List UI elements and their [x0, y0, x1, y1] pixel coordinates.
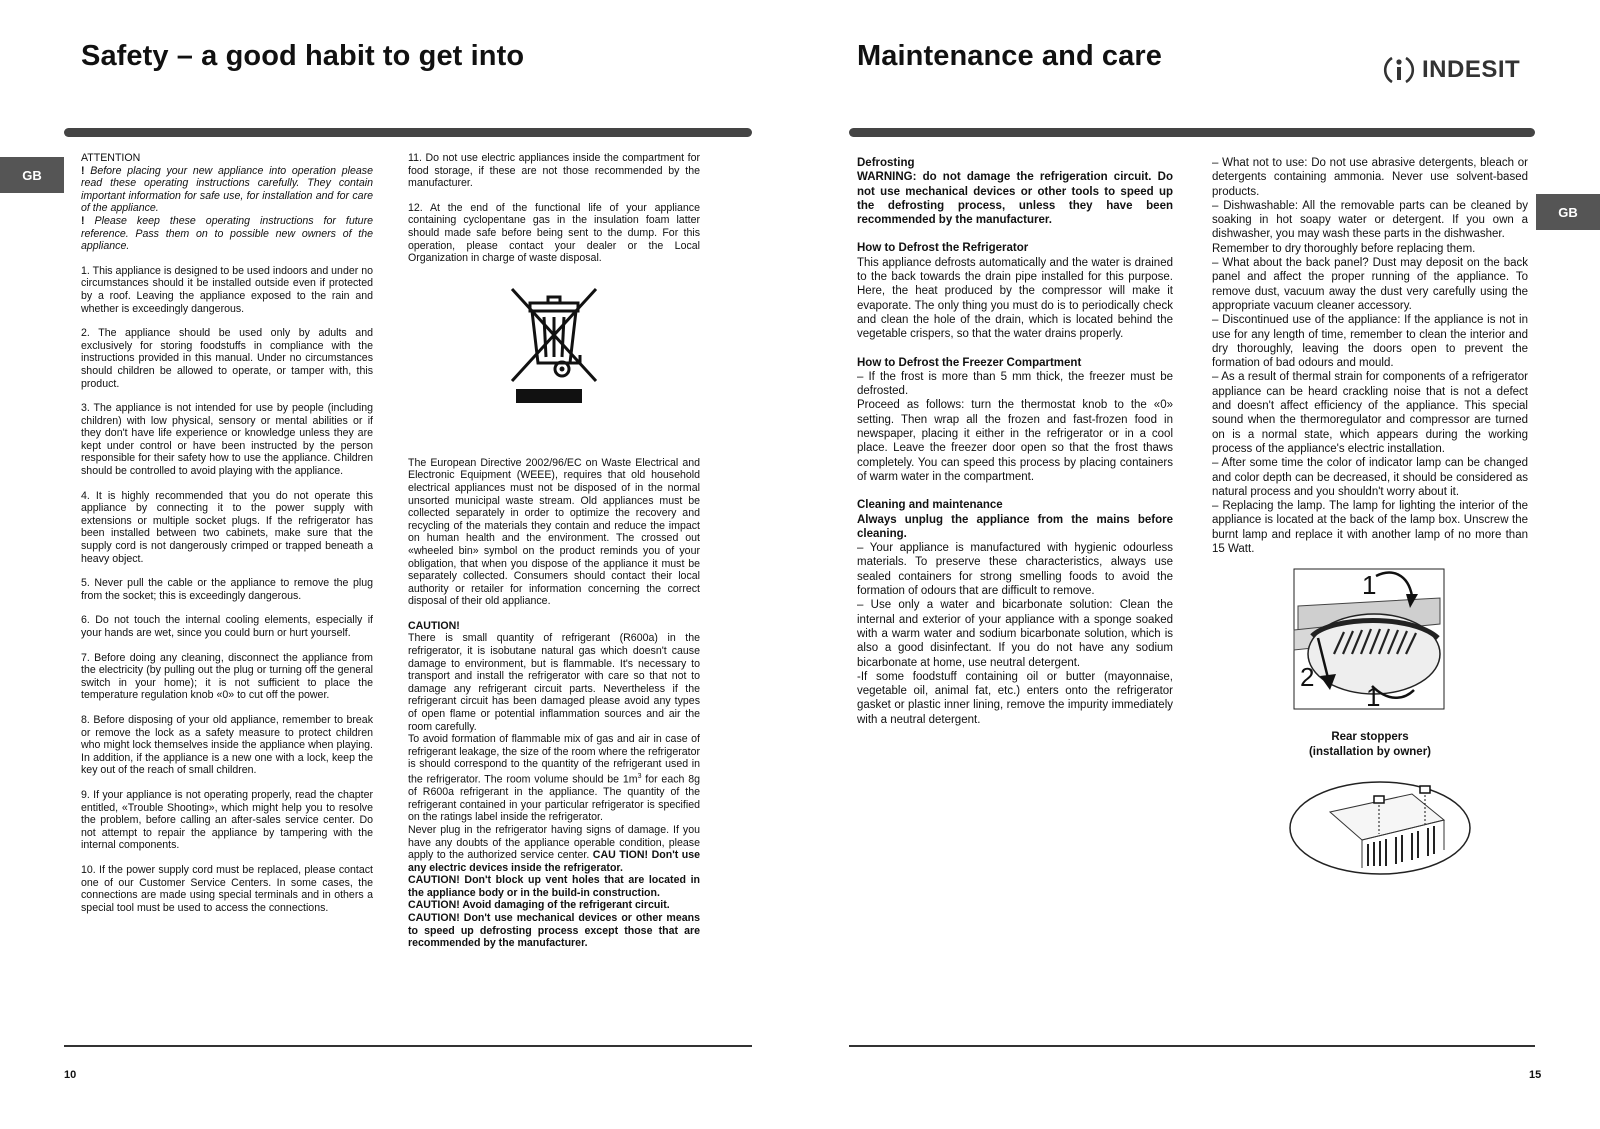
lamp-replacement-diagram	[1212, 566, 1528, 716]
cleaning-text-2: – Use only a water and bicarbonate solution: Clean the internal and exterior of your appliance with a sponge soaked with a warm water and sodium bicarbonate solution, which is also a good disinfectant. If you do not have any sodium bicarbonate at home, use neutral detergent.	[857, 599, 1173, 669]
maintenance-para-8: – Replacing the lamp. The lamp for lighting the interior of the appliance is located at the back of the lamp box. Unscrew the burnt lamp and replace it with another lamp of no more than 15 Watt.	[1212, 500, 1528, 556]
safety-item-10: 10. If the power supply cord must be replaced, please contact one of our Customer Service Centers. In some cases, the connections are made using special terminals and in others a special tool must be used to access the connections.	[81, 863, 373, 914]
caution-refrigerant-circuit: CAUTION! Avoid damaging of the refrigerant circuit.	[408, 899, 670, 912]
safety-item-9: 9. If your appliance is not operating properly, read the chapter entitled, «Trouble Shooting», which might help you to resolve the problem, before calling an after-sales service center. Do not attempt to repair the appliance by tampering with the internal components.	[81, 788, 373, 852]
lamp-step-label: 2	[1300, 662, 1315, 693]
cleaning-heading: Cleaning and maintenance	[857, 499, 1003, 512]
caution-paragraph-1: There is small quantity of refrigerant (R600a) in the refrigerator, it is isobutane natural gas which doesn't cause damage to environment, but is flammable. It's necessary to transport and install the refrigerator with care so that not to damage any refrigerant circuit parts. Nevertheless if the refrigerant circuit has been damaged please avoid any types of open flame or potential inflammation sources and air the room carefully.	[408, 632, 700, 733]
safety-item-1: 1. This appliance is designed to be used indoors and under no circumstances should it be installed outside even if protected by a roof. Leaving the appliance exposed to the rain and whether is exceedingly dangerous.	[81, 264, 373, 315]
defrost-freezer-heading: How to Defrost the Freezer Compartment	[857, 356, 1082, 369]
lamp-step-label: 1	[1362, 570, 1377, 601]
defrost-refrigerator-heading: How to Defrost the Refrigerator	[857, 242, 1029, 255]
right-column-1	[857, 156, 1173, 727]
defrost-refrigerator-text: This appliance defrosts automatically and the water is drained to the back towards the drain pipe installed for this purpose. Here, the heat produced by the compressor will make it evaporate. The only thing you must do is to periodically check and clean the hole of the drain, which is located behind the vegetable crispers, so that the water drains properly.	[857, 256, 1173, 341]
caution-vent-holes: CAUTION! Don't block up vent holes that are located in the appliance body or in the build-in construction.	[408, 874, 700, 899]
caution-heading: CAUTION!	[408, 619, 460, 632]
defrost-freezer-text-1: – If the frost is more than 5 mm thick, the freezer must be defrosted.	[857, 370, 1173, 398]
safety-item-5: 5. Never pull the cable or the appliance to remove the plug from the socket; this is exceedingly dangerous.	[81, 577, 373, 602]
maintenance-para-5: – Discontinued use of the appliance: If the appliance is not in use for any length of time, remember to clean the interior and dry thoroughly, leaving the doors open to prevent the formation of bad odours and mould.	[1212, 314, 1528, 370]
safety-item-2: 2. The appliance should be used only by adults and exclusively for storing foodstuffs in compliance with the instructions provided in this manual. Under no circumstances should children be allowed to operate, or tamper with, this product.	[81, 327, 373, 390]
maintenance-para-7: – After some time the color of indicator lamp can be changed and color depth can be decreased, it should be considered as natural process and you shouldn't worry about it.	[1212, 457, 1528, 498]
attention-note-1: ! Before placing your new appliance into operation please read these operating instructions carefully. They contain important information for safe use, for installation and for care of the appliance.	[81, 164, 373, 215]
safety-item-7: 7. Before doing any cleaning, disconnect the appliance from the electricity (by pulling out the plug or turning off the general switch in your home); it is not sufficient to place the temperature regulation knob «0» to cut off the power.	[81, 651, 373, 702]
left-footer-rule	[64, 1045, 752, 1047]
right-page-title: Maintenance and care	[857, 40, 1162, 72]
cleaning-text-1: – Your appliance is manufactured with hygienic odourless materials. To preserve these characteristics, always use sealed containers for strong smelling foods to avoid the formation of odours that are difficult to remove.	[857, 542, 1173, 598]
defrosting-warning: WARNING: do not damage the refrigeration circuit. Do not use mechanical devices or other tools to speed up the defrosting process, unless they have been recommended by the manufacturer.	[857, 171, 1173, 227]
left-column-2	[408, 152, 700, 950]
right-page-number: 15	[1529, 1069, 1542, 1081]
attention-note-2: ! Please keep these operating instructions for future reference. Pass them on to possible new owners of the appliance.	[81, 214, 373, 253]
safety-item-3: 3. The appliance is not intended for use by people (including children) with low physical, sensory or mental abilities or if they don't have life experience or knowledge unless they are kept under control or have been instructed by the person responsible for their safety how to use the appliance. Children should be controlled to avoid playing with the appliance.	[81, 402, 373, 478]
lamp-step-label: 1	[1366, 682, 1381, 713]
brand-name: INDESIT	[1422, 56, 1521, 83]
weee-bin-icon	[408, 277, 700, 427]
right-footer-rule	[849, 1045, 1535, 1047]
caution-paragraph-3: Never plug in the refrigerator having signs of damage. If you have any doubts of the appliance operable condition, please apply to the authorized service center. CAU TION! Don't use any electric devices inside the refrigerator.	[408, 823, 701, 874]
maintenance-para-1: – What not to use: Do not use abrasive detergents, bleach or detergents containing ammonia. Never use solvent-based products.	[1212, 157, 1528, 198]
rear-stoppers-caption-line-2: (installation by owner)	[1308, 746, 1432, 759]
right-header-rule	[849, 128, 1535, 137]
rear-stoppers-caption	[1212, 730, 1528, 760]
safety-item-11: 11. Do not use electric appliances inside the compartment for food storage, if these are not those recommended by the manufacturer.	[408, 152, 700, 190]
right-column-2	[1212, 156, 1528, 876]
cleaning-text-3: -If some foodstuff containing oil or butter (mayonnaise, vegetable oil, animal fat, etc.) enters onto the refrigerator gasket or plastic inner lining, remove the impurity immediately with a neutral detergent.	[857, 670, 1173, 726]
safety-item-6: 6. Do not touch the internal cooling elements, especially if your hands are wet, since you could burn or hurt yourself.	[81, 614, 373, 639]
left-column-1	[81, 152, 373, 926]
maintenance-para-6: – As a result of thermal strain for components of a refrigerator appliance can be heard crackling noise that is not a defect and doesn't affect efficiency of the appliance. This special sound when the thermoregulator and compressor are turned on is a normal state, which appears during the working process of the appliance's electric installation.	[1212, 371, 1528, 455]
left-page-number: 10	[64, 1069, 77, 1081]
left-header-rule	[64, 128, 752, 137]
caution-paragraph-2: To avoid formation of flammable mix of gas and air in case of refrigerant leakage, the size of the room where the refrigerator is should correspond to the quantity of the refrigerant used in the refrigerator. The room volume should be $1m^3$ for each 8g of R600a refrigerant in the appliance. The quantity of the refrigerant contained in your particular refrigerator is specified on the ratings label inside the refrigerator.	[408, 733, 700, 824]
indesit-logo	[1382, 50, 1522, 90]
left-page-title: Safety – a good habit to get into	[81, 40, 525, 72]
maintenance-para-2: – Dishwashable: All the removable parts can be cleaned by soaking in hot soapy water or detergent. If you own a dishwasher, you may wash these parts in the dishwasher.	[1212, 199, 1528, 241]
safety-item-4: 4. It is highly recommended that you do not operate this appliance by connecting it to the power supply with extensions or multiple socket plugs. If the refrigerator has been installed between two cabinets, make sure that the supply cord is not dangerously crimped or trapped beneath a heavy object.	[81, 489, 373, 565]
attention-label: ATTENTION	[81, 152, 141, 164]
rear-stoppers-diagram	[1212, 772, 1528, 876]
left-gb-tab: GB	[0, 157, 64, 193]
safety-item-12: 12. At the end of the functional life of your appliance containing cyclopentane gas in the insulation foam latter should made safe before being sent to the dump. For this operation, please contact your dealer or the Local Organization in charge of waste disposal.	[408, 201, 700, 265]
safety-item-8: 8. Before disposing of your old appliance, remember to break or remove the lock as a safety measure to protect children who might lock themselves inside the appliance when playing. In addition, if the appliance is a new one with a lock, keep the key out of the reach of small children.	[81, 713, 373, 777]
defrosting-heading: Defrosting	[857, 157, 915, 169]
maintenance-para-3: Remember to dry thoroughly before replacing them.	[1212, 242, 1476, 255]
weee-directive-text: The European Directive 2002/96/EC on Waste Electrical and Electronic Equipment (WEEE), requires that old household electrical appliances must not be disposed of in the normal unsorted municipal waste stream. Old appliances must be collected separately in order to optimize the recovery and recycling of the materials they contain and reduce the impact on human health and the environment. The crossed out «wheeled bin» symbol on the product reminds you of your obligation, that when you dispose of the appliance it must be separately collected. Consumers should contact their local authority or retailer for information concerning the correct disposal of their old appliance.	[408, 456, 700, 608]
caution-mechanical-devices: CAUTION! Don't use mechanical devices or other means to speed up defrosting process except those that are recommended by the manufacturer.	[408, 912, 700, 950]
defrost-freezer-text-2: Proceed as follows: turn the thermostat knob to the «0» setting. Then wrap all the frozen and fast-frozen food in newspaper, placing it either in the refrigerator or in a cool place. Leave the freezer door open so that the frost thaws completely. You can speed this process by placing containers of warm water in the compartment.	[857, 399, 1173, 483]
rear-stoppers-caption-line-1: Rear stoppers	[1331, 731, 1409, 744]
maintenance-para-4: – What about the back panel? Dust may deposit on the back panel and affect the proper running of the appliance. To remove dust, vacuum away the dust very carefully using the appropriate vacuum cleaner accessory.	[1212, 257, 1528, 312]
indesit-logo-icon	[1382, 53, 1416, 87]
cleaning-warning: Always unplug the appliance from the mains before cleaning.	[857, 513, 1173, 540]
right-gb-tab: GB	[1536, 194, 1600, 230]
